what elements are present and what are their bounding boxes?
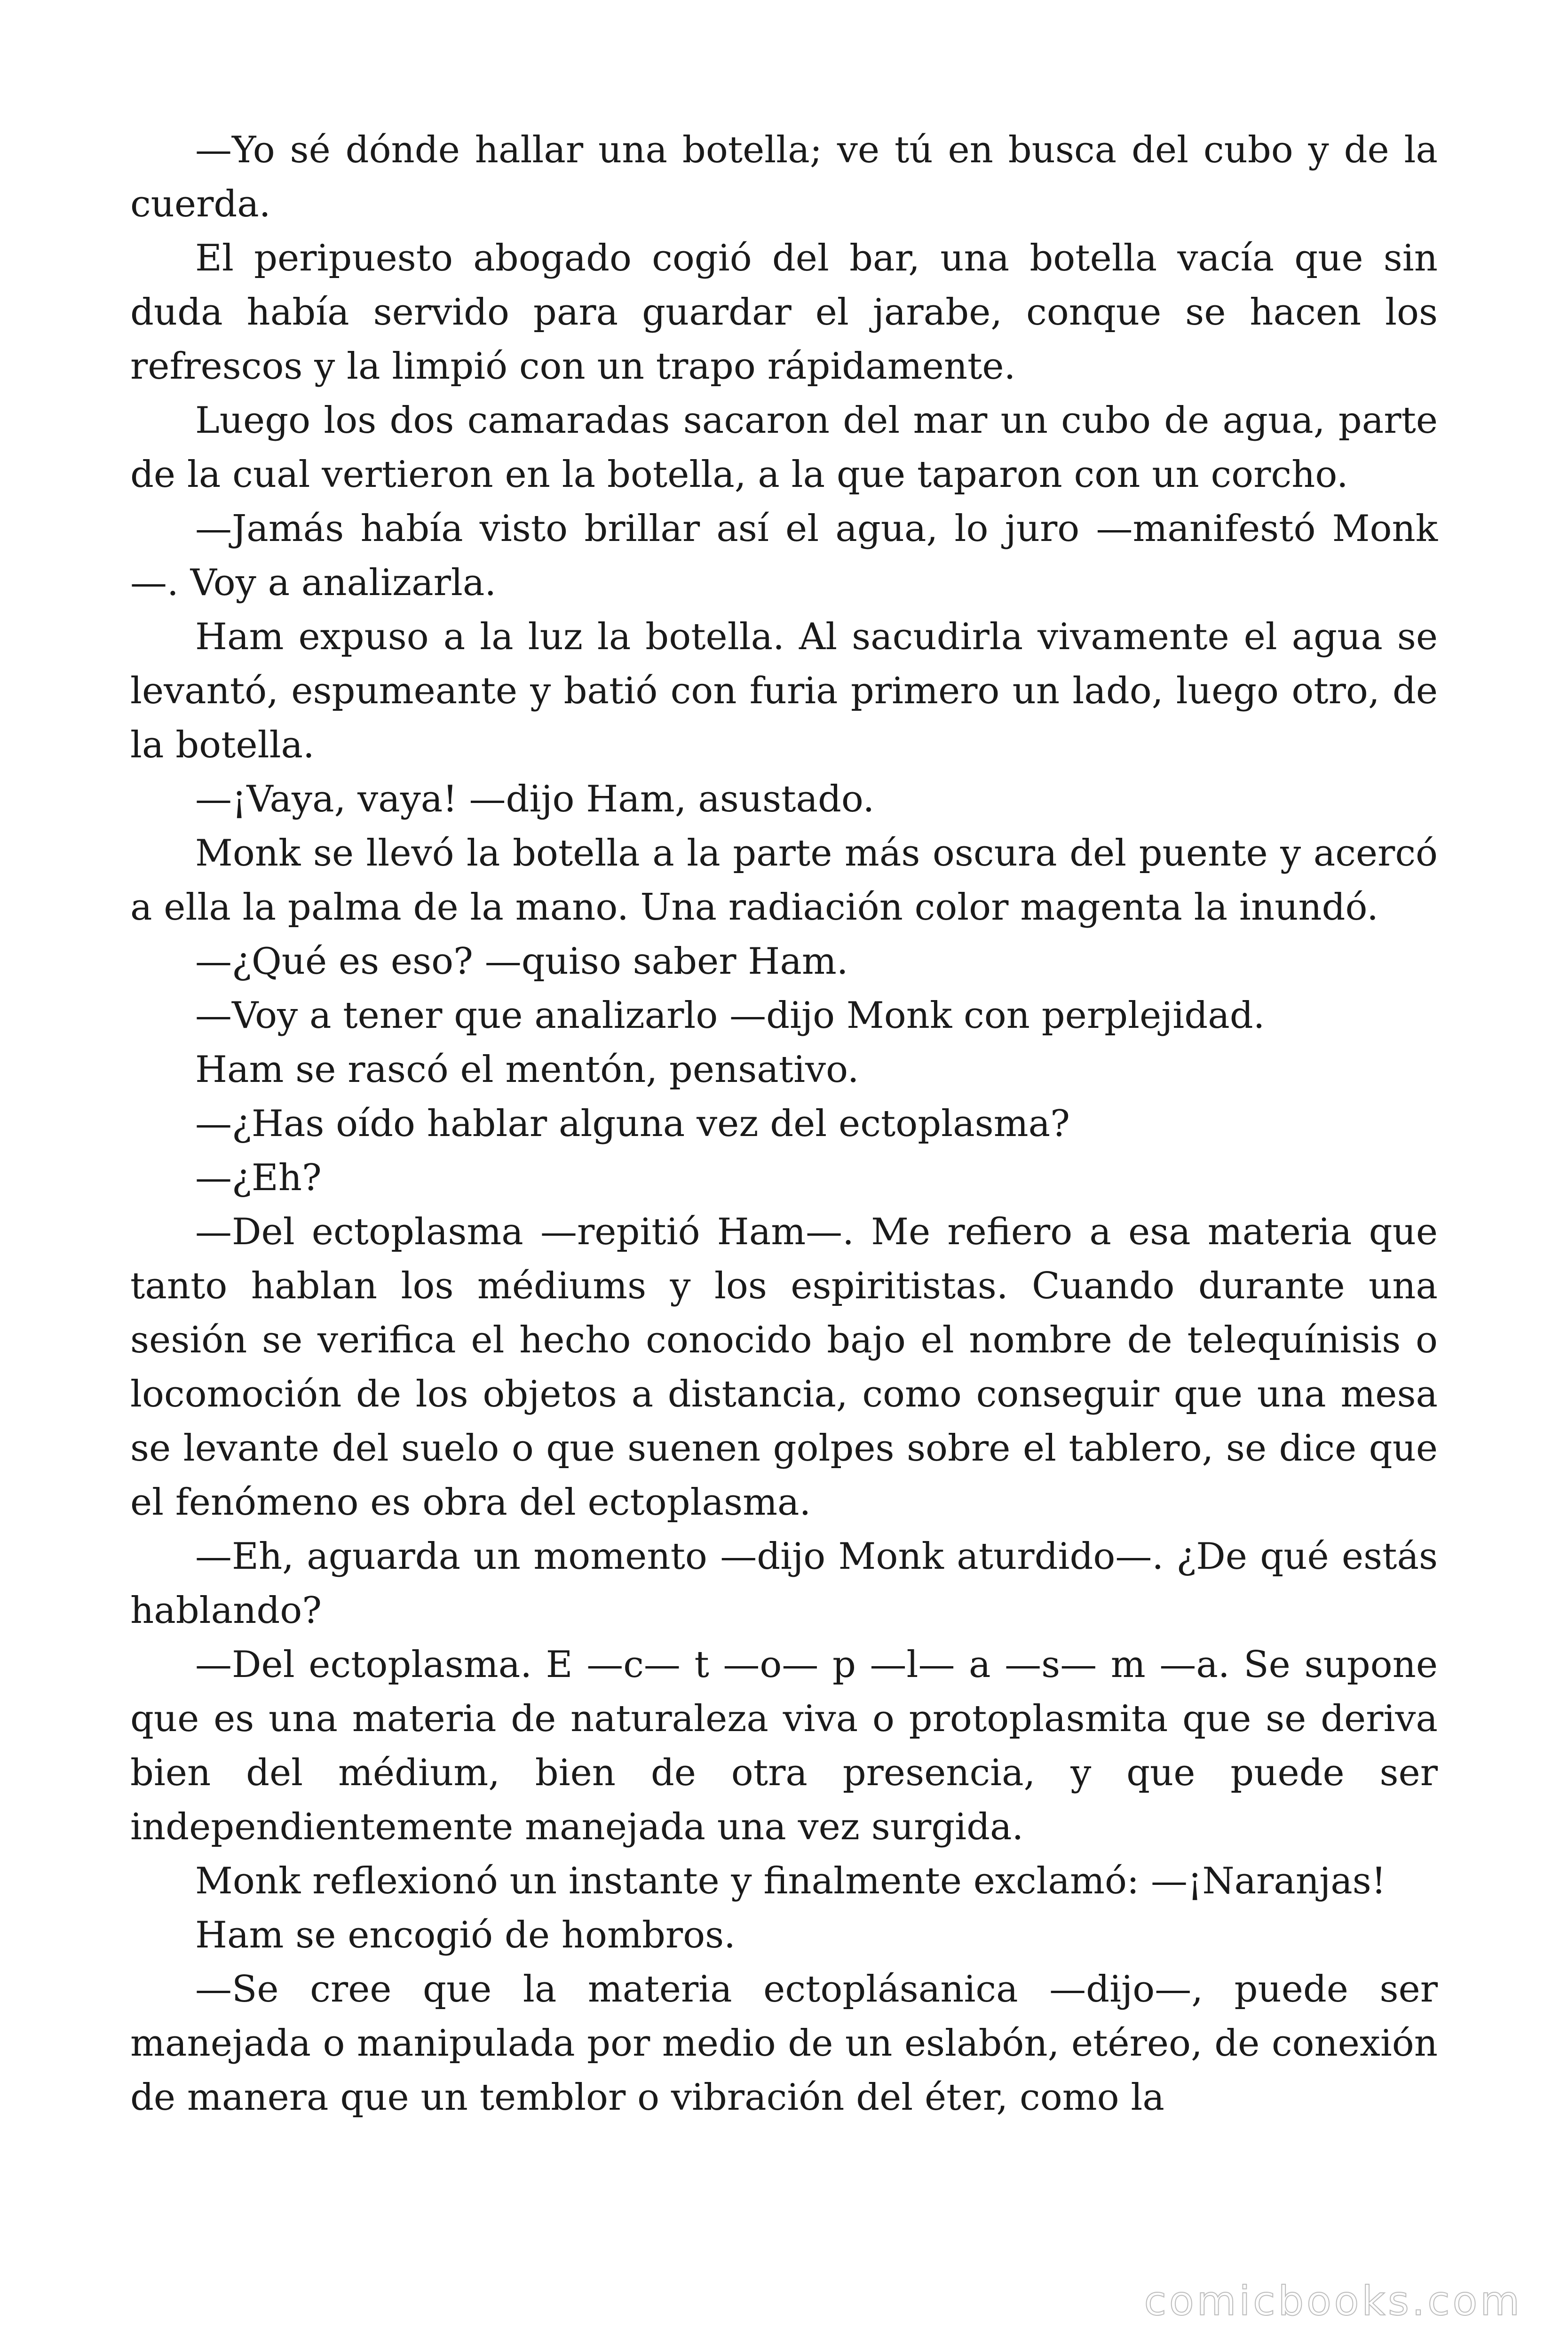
paragraph: Ham se encogió de hombros. [195, 1914, 736, 1956]
paragraph: —Se cree que la materia ectoplásanica —dijo—, puede ser manejada o manipulada por medio de un eslabón, etéreo, de conexión de manera que un temblor o vibración del éter, como la [130, 1968, 1438, 2119]
paragraph: —¡Vaya, vaya! —dijo Ham, asustado. [195, 778, 875, 820]
paragraph: Monk reflexionó un instante y finalmente exclamó: —¡Naranjas! [195, 1860, 1386, 1902]
paragraph: —Del ectoplasma —repitió Ham—. Me refiero a esa materia que tanto hablan los médiums y los espiritistas. Cuando durante una sesión se verifica el hecho conocido bajo el nombre de telequínisis o locomoción de los objetos a distancia, como conseguir que una mesa se levante del suelo o que suenen golpes sobre el tablero, se dice que el fenómeno es obra del ectoplasma. [130, 1211, 1438, 1524]
paragraph: Monk se llevó la botella a la parte más oscura del puente y acercó a ella la palma de la mano. Una radiación color magenta la inundó. [130, 832, 1438, 929]
paragraph: —Jamás había visto brillar así el agua, lo juro —manifestó Monk —. Voy a analizarla. [130, 508, 1438, 604]
paragraph: El peripuesto abogado cogió del bar, una botella vacía que sin duda había servido para guardar el jarabe, conque se hacen los refrescos y la limpió con un trapo rápidamente. [130, 237, 1438, 388]
paragraph: Ham se rascó el mentón, pensativo. [195, 1049, 859, 1091]
paragraph: —Eh, aguarda un momento —dijo Monk aturdido—. ¿De qué estás hablando? [130, 1535, 1438, 1632]
paragraph: —¿Has oído hablar alguna vez del ectoplasma? [195, 1103, 1070, 1145]
page-body [130, 123, 1438, 2125]
paragraph: Luego los dos camaradas sacaron del mar un cubo de agua, parte de la cual vertieron en la botella, a la que taparon con un corcho. [130, 399, 1438, 496]
paragraph: —¿Eh? [195, 1157, 322, 1199]
paragraph: —Voy a tener que analizarlo —dijo Monk con perplejidad. [195, 994, 1265, 1037]
paragraph: —¿Qué es eso? —quiso saber Ham. [195, 940, 848, 983]
paragraph: —Yo sé dónde hallar una botella; ve tú en busca del cubo y de la cuerda. [130, 129, 1438, 225]
watermark-text: comicbooks.com [1144, 2278, 1522, 2325]
paragraph: —Del ectoplasma. E —c— t —o— p —l— a —s— m —a. Se supone que es una materia de naturaleza viva o protoplasmita que se deriva bien del médium, bien de otra presencia, y que puede ser independientemente manejada una vez surgida. [130, 1644, 1438, 1848]
paragraph: Ham expuso a la luz la botella. Al sacudirla vivamente el agua se levantó, espumeante y batió con furia primero un lado, luego otro, de la botella. [130, 616, 1438, 766]
